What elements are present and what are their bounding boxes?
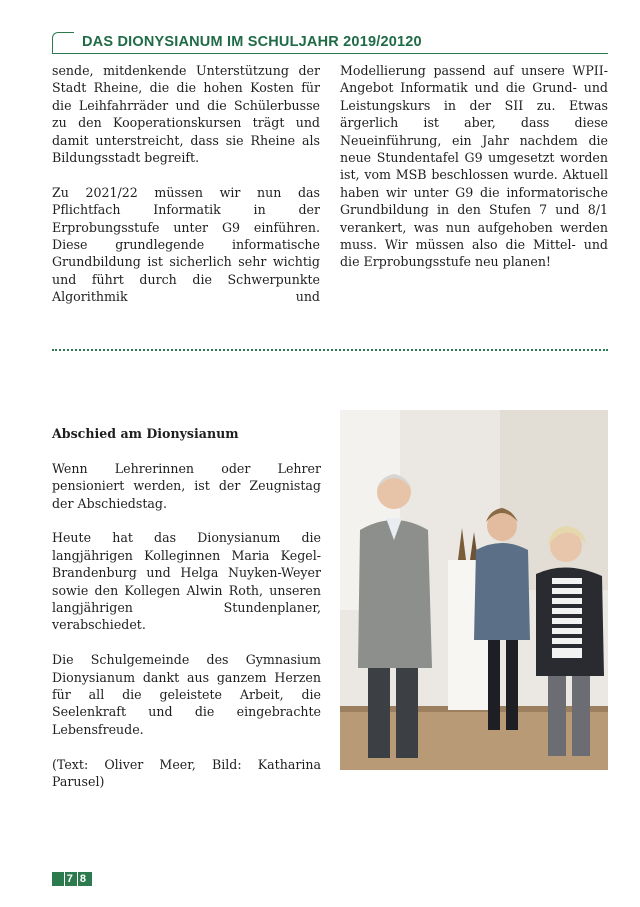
group-photo-illustration xyxy=(340,410,608,770)
page-header xyxy=(52,32,608,54)
paragraph: Wenn Lehrerinnen oder Lehrer pensioniert werden, ist der Zeugnistag der Abschiedstag. xyxy=(52,460,321,511)
page-number xyxy=(52,872,92,886)
top-right-column xyxy=(340,62,608,288)
top-left-column xyxy=(52,62,320,323)
section-divider xyxy=(52,349,608,351)
header-rule xyxy=(52,53,608,55)
paragraph: Heute hat das Dionysianum die langjährigen Kolleginnen Maria Kegel-Brandenburg und Helga Nuyken-Weyer sowie den Kollegen Alwin Roth, unseren langjährigen Stundenplaner, verabschiedet. xyxy=(52,530,321,633)
photo-credit: (Text: Oliver Meer, Bild: Katharina Parusel) xyxy=(52,756,321,790)
farewell-photo xyxy=(340,410,608,770)
paragraph: Die Schulgemeinde des Gymnasium Dionysianum dankt aus ganzem Herzen für all die geleistete Arbeit, die Seelenkraft und die eingebrachte Lebensfreude. xyxy=(52,652,321,737)
farewell-article xyxy=(52,425,321,808)
header-title: DAS DIONYSIANUM IM SCHULJAHR 2019/20120 xyxy=(82,34,422,50)
article-heading: Abschied am Dionysianum xyxy=(52,426,239,441)
page-number-digit: 8 xyxy=(77,872,88,886)
header-corner-ornament xyxy=(52,32,74,54)
paragraph: Zu 2021/22 müssen wir nun das Pflichtfach Informatik in der Erprobungsstufe unter G9 einführen. Diese grundlegende informatische Grundbildung ist sicherlich sehr wichtig und führt durch die Schwerpunkte Algorithmik und xyxy=(52,184,320,305)
page-number-digit: 7 xyxy=(64,872,75,886)
paragraph: sende, mitdenkende Unterstützung der Stadt Rheine, die die hohen Kosten für die Leihfahrräder und die Schülerbusse zu den Kooperationskursen trägt und damit unterstreicht, dass sie Rheine als Bildungsstadt begreift. xyxy=(52,63,320,166)
paragraph: Modellierung passend auf unsere WPII-Angebot Informatik und die Grund- und Leistungskurs in der SII zu. Etwas ärgerlich ist aber, dass diese Neueinführung, ein Jahr nachdem die neue Stundentafel G9 umgesetzt worden ist, vom MSB beschlossen wurde. Aktuell haben wir unter G9 die informatorische Grundbildung in den Stufen 7 und 8/1 verankert, was nun aufgehoben werden muss. Wir müssen also die Mittel- und die Erprobungsstufe neu planen! xyxy=(340,63,608,270)
